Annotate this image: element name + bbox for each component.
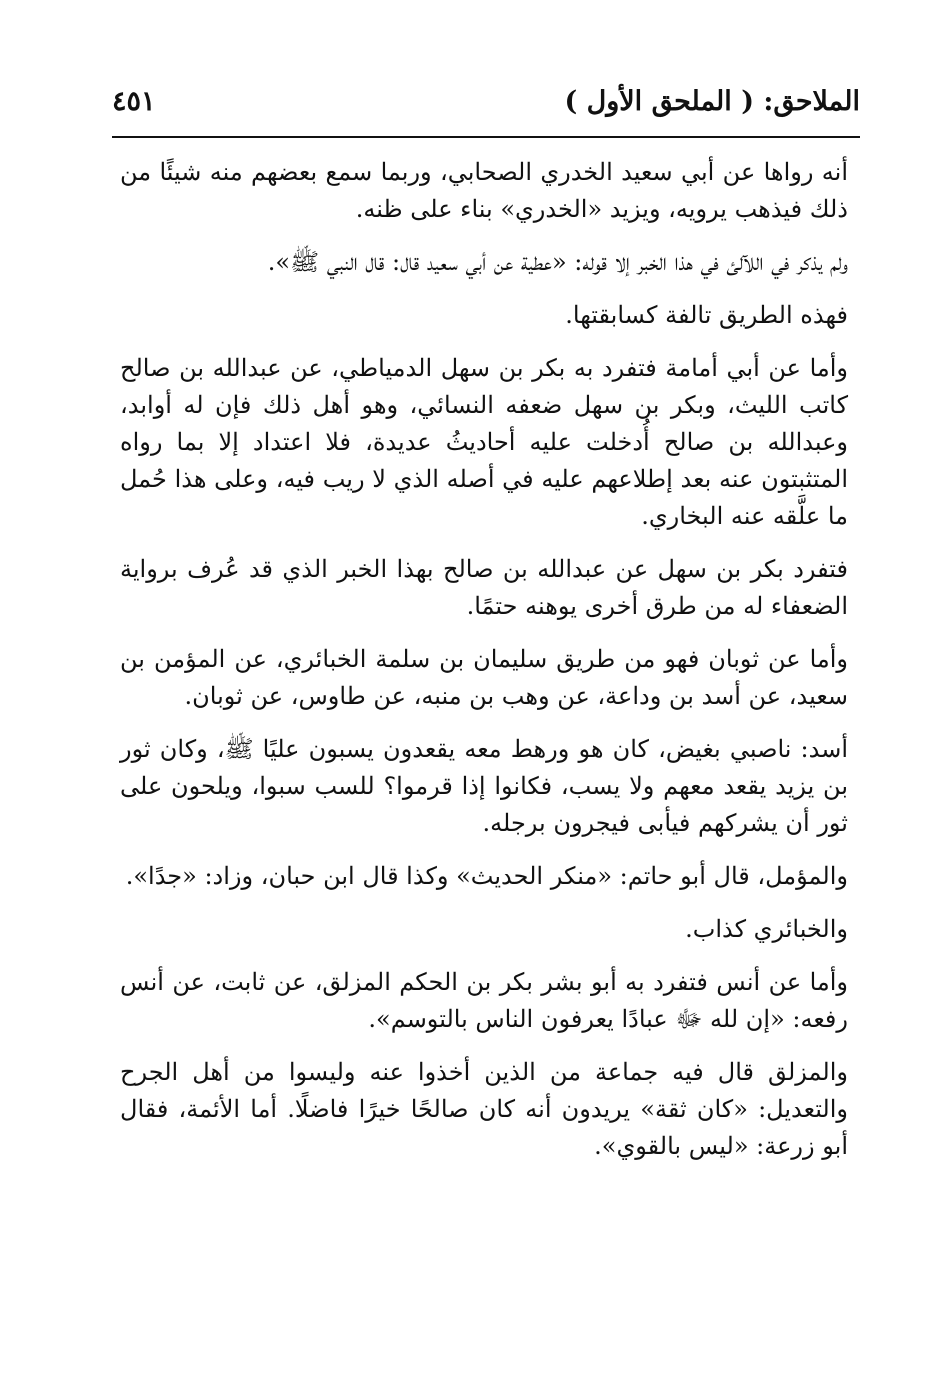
paragraph-4: وأما عن أبي أمامة فتفرد به بكر بن سهل الدمياطي، عن عبدالله بن صالح كاتب الليث، وبكر بن سهل ضعفه النسائي، وهو أهل ذلك فإن له أوابد، وعبدالله بن صالح أُدخلت عليه أحاديثُ عديدة، فلا اعتداد إلا بما رواه المتثبتون عنه بعد إطلاعهم عليه في أصله الذي لا ريب فيه، وعلى هذا حُمل ما علَّقه عنه البخاري. xyxy=(120,354,848,530)
paragraph-1: أنه رواها عن أبي سعيد الخدري الصحابي، وربما سمع بعضهم منه شيئًا من ذلك فيذهب يرويه، ويزيد «الخدري» بناء على ظنه. xyxy=(120,158,848,223)
body-text xyxy=(120,154,848,1181)
paragraph-5: فتفرد بكر بن سهل عن عبدالله بن صالح بهذا الخبر الذي قد عُرف برواية الضعفاء له من طرق أخرى يوهنه حتمًا. xyxy=(120,555,848,620)
paragraph-11: والمزلق قال فيه جماعة من الذين أخذوا عنه وليسوا من أهل الجرح والتعديل: «كان ثقة» يريدون أنه كان صالحًا خيرًا فاضلًا. أما الأئمة، فقال أبو زرعة: «ليس بالقوي». xyxy=(120,1058,849,1160)
paragraph-10: وأما عن أنس فتفرد به أبو بشر بكر بن الحكم المزلق، عن ثابت، عن أنس رفعه: «إن لله ﷻ عبادًا يعرفون الناس بالتوسم». xyxy=(120,968,848,1033)
paragraph-9: والخبائري كذاب. xyxy=(685,915,848,943)
paragraph-6: وأما عن ثوبان فهو من طريق سليمان بن سلمة الخبائري، عن المؤمن بن سعيد، عن أسد بن وداعة، عن وهب بن منبه، عن طاوس، عن ثوبان. xyxy=(120,645,848,710)
running-title: الملاحق: ( الملحق الأول ) xyxy=(564,86,860,117)
paragraph-7: أسد: ناصبي بغيض، كان هو ورهط معه يقعدون يسبون عليًا ﷺ، وكان ثور بن يزيد يقعد معهم ولا يسب، فكانوا إذا قرموا؟ للسب سبوا، ويلحون على ثور أن يشركهم فيأبى فيجرون برجله. xyxy=(120,735,848,837)
paragraph-3: فهذه الطريق تالفة كسابقتها. xyxy=(565,301,848,329)
page-header xyxy=(112,80,860,140)
paragraph-8: والمؤمل، قال أبو حاتم: «منكر الحديث» وكذا قال ابن حبان، وزاد: «جدًا». xyxy=(125,862,848,890)
paragraph-2: ولم يذكر في اللآلئ في هذا الخبر إلا قوله: «عطية عن أبي سعيد قال: قال النبي ﷺ». xyxy=(267,248,848,276)
page-number: ٤٥١ xyxy=(112,86,156,117)
header-divider xyxy=(112,136,860,138)
